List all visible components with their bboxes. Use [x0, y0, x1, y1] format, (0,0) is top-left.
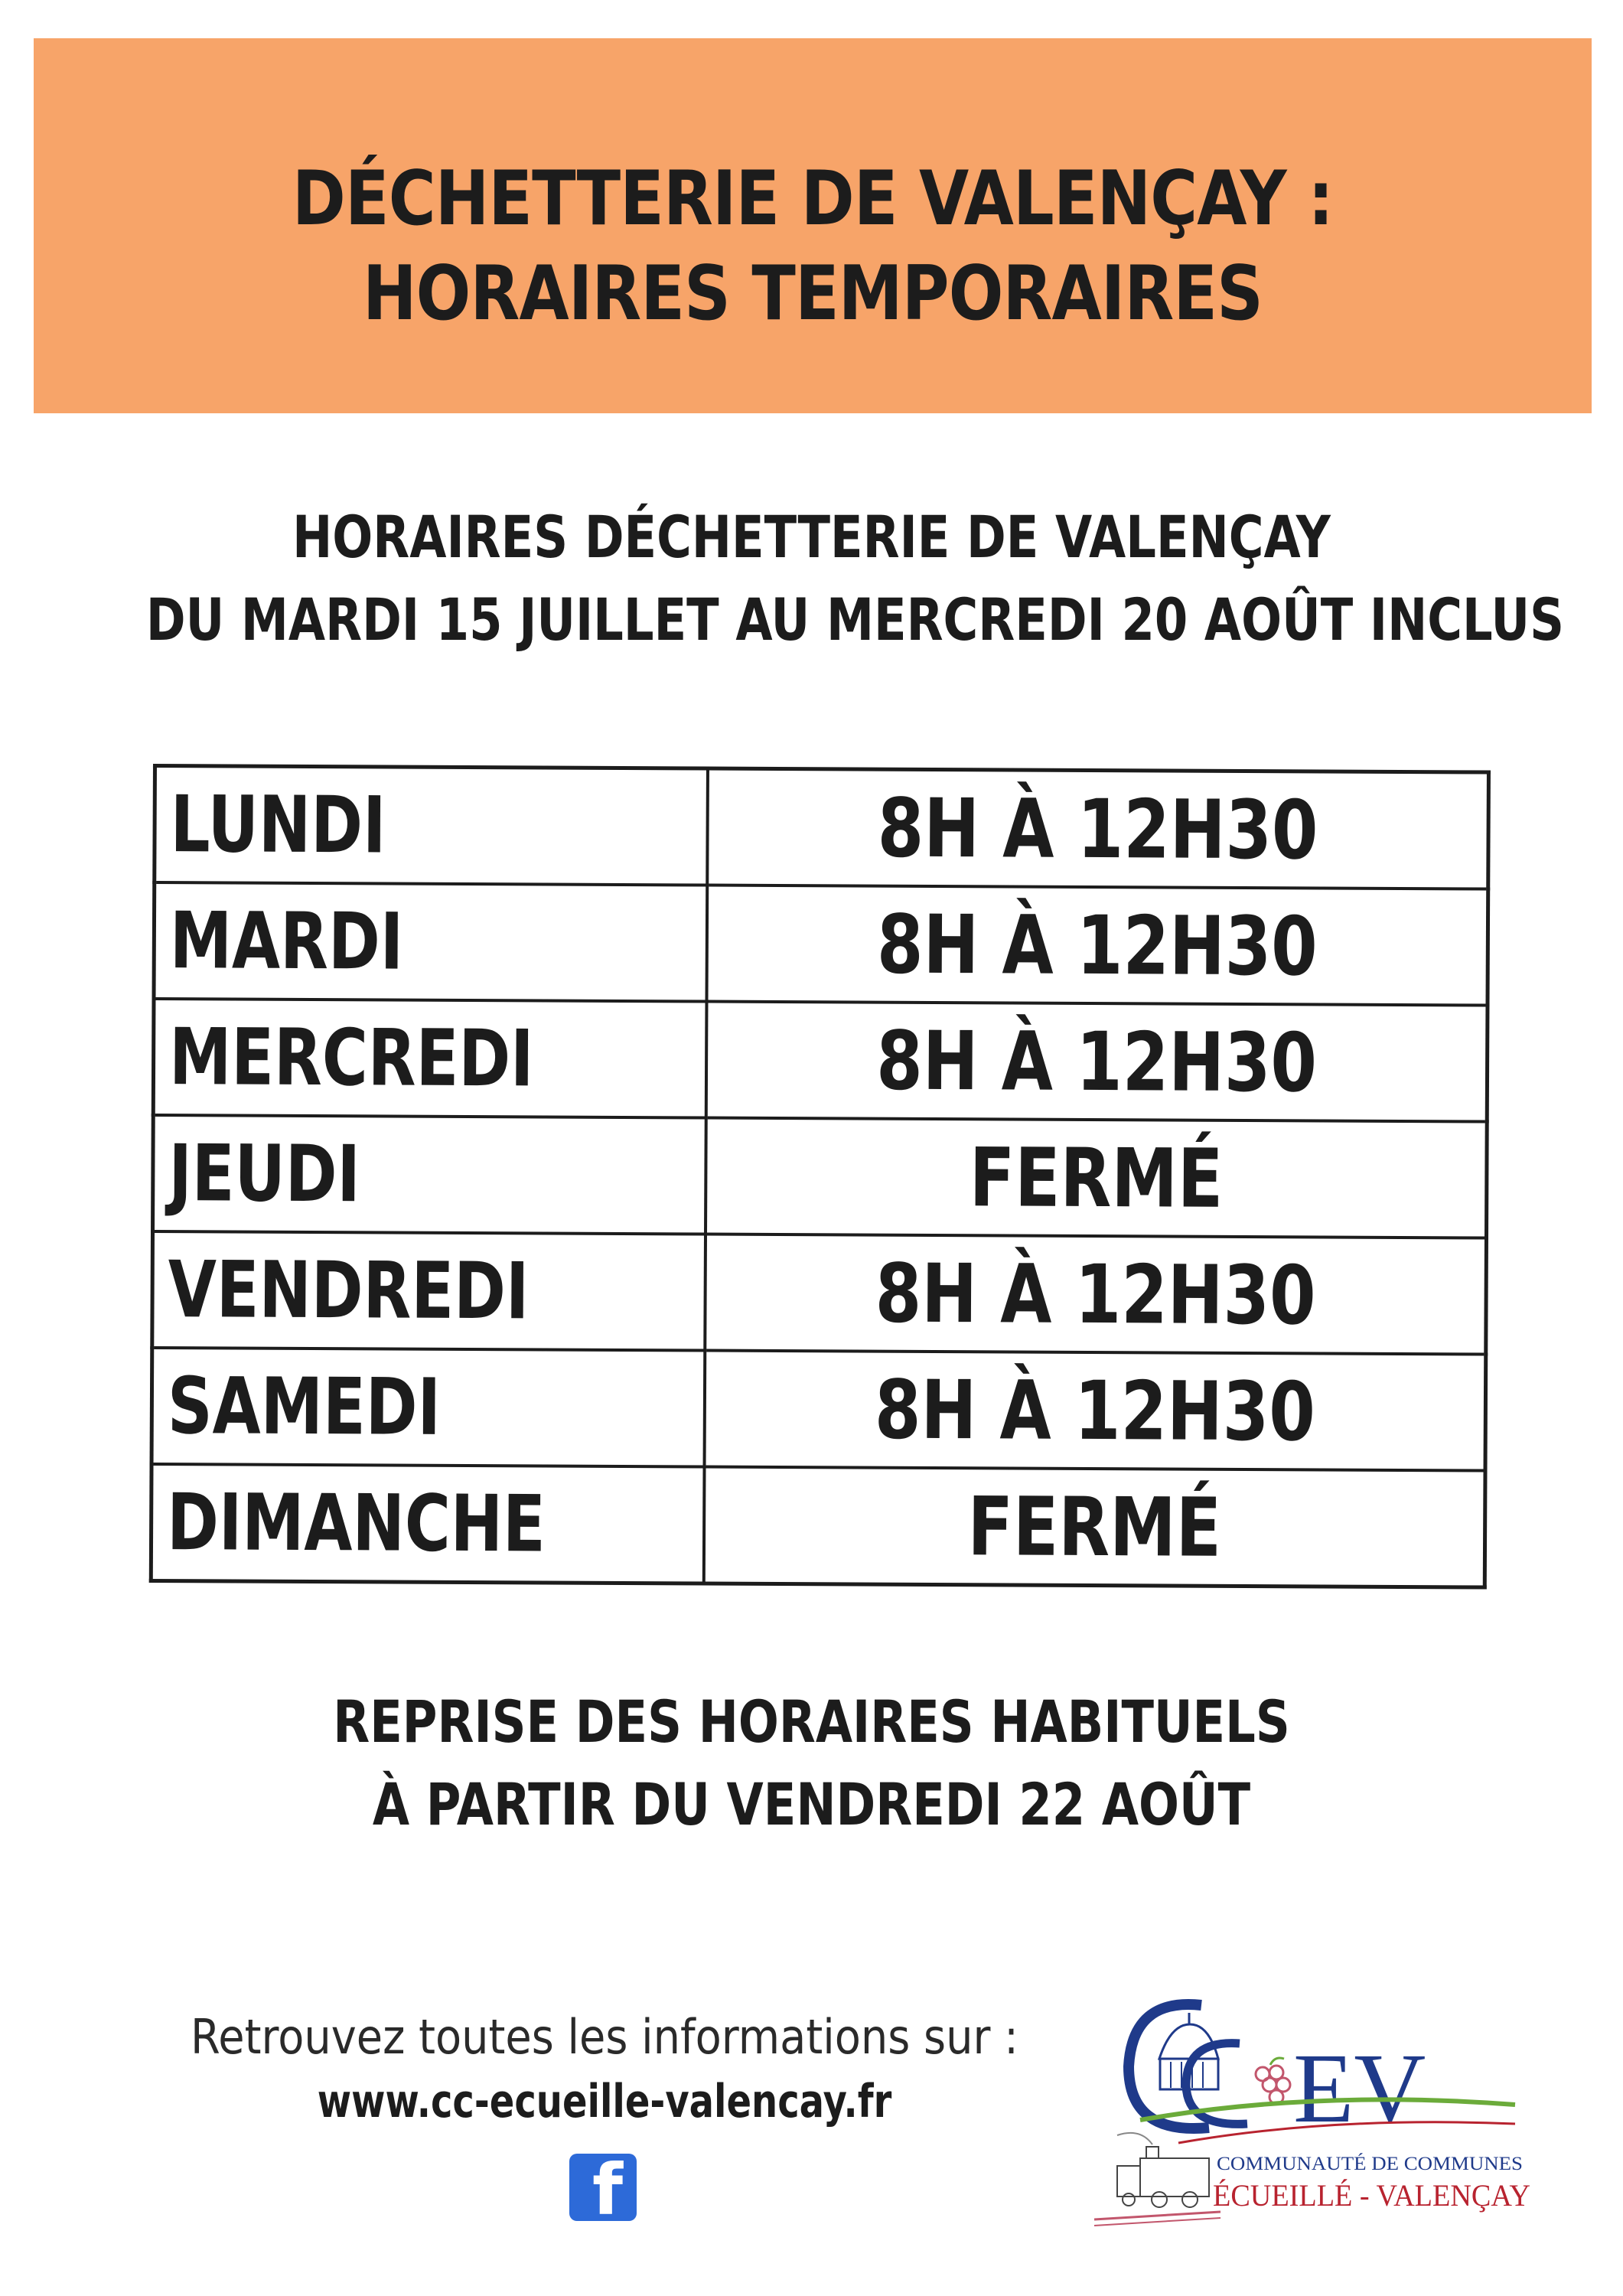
svg-text:EV: EV	[1293, 2033, 1426, 2144]
hours-cell	[706, 885, 1488, 1006]
day-label: VENDREDI	[168, 1244, 530, 1337]
resume-line-2: À PARTIR DU VENDREDI 22 AOÛT	[372, 1770, 1251, 1838]
grape-icon	[1256, 2058, 1290, 2104]
day-label: JEUDI	[168, 1127, 361, 1220]
table-row	[151, 1464, 1485, 1587]
hours-cell	[705, 1351, 1486, 1471]
day-label: MARDI	[169, 895, 404, 988]
hours-value: 8H À 12H30	[874, 1362, 1316, 1459]
title-line-1: DÉCHETTERIE DE VALENÇAY :	[292, 155, 1334, 243]
schedule-table	[149, 764, 1491, 1590]
date-range-heading	[0, 496, 1623, 661]
train-icon	[1094, 2133, 1221, 2226]
facebook-icon[interactable]	[569, 2154, 637, 2221]
day-label: LUNDI	[170, 778, 386, 871]
table-row	[153, 1115, 1488, 1238]
hours-value: 8H À 12H30	[876, 897, 1318, 993]
hours-value: 8H À 12H30	[875, 1013, 1318, 1110]
hours-cell	[706, 1002, 1488, 1122]
table-row	[152, 1348, 1486, 1471]
hours-cell	[706, 1118, 1487, 1238]
hours-cell	[705, 1234, 1486, 1355]
info-text: Retrouvez toutes les informations sur :	[191, 2009, 1018, 2065]
hours-cell	[704, 1467, 1485, 1587]
day-cell	[153, 1115, 706, 1234]
table-row	[154, 882, 1488, 1006]
table-row	[153, 999, 1488, 1122]
table-row	[155, 766, 1489, 889]
day-cell	[152, 1231, 706, 1351]
date-range-line-1: HORAIRES DÉCHETTERIE DE VALENÇAY	[292, 503, 1331, 571]
day-cell	[155, 766, 708, 885]
day-cell	[152, 1348, 705, 1467]
date-range-line-2: DU MARDI 15 JUILLET AU MERCREDI 20 AOÛT INCLUS	[145, 585, 1564, 654]
title-line-2: HORAIRES TEMPORAIRES	[363, 250, 1263, 338]
facebook-glyph: f	[592, 2154, 623, 2221]
hours-cell	[707, 768, 1488, 889]
day-label: SAMEDI	[167, 1360, 442, 1453]
logo-line-2: ÉCUEILLÉ - VALENÇAY	[1213, 2178, 1530, 2213]
hours-value: 8H À 12H30	[875, 1246, 1316, 1342]
title-banner	[34, 38, 1592, 413]
hours-value: FERMÉ	[969, 1130, 1224, 1226]
resume-notice	[0, 1681, 1623, 1846]
resume-line-1: REPRISE DES HORAIRES HABITUELS	[333, 1688, 1290, 1756]
day-cell	[154, 882, 707, 1002]
day-cell	[153, 999, 706, 1118]
day-label: MERCREDI	[168, 1011, 534, 1104]
hours-value: 8H À 12H30	[877, 781, 1318, 877]
table-row	[152, 1231, 1487, 1355]
day-cell	[151, 1464, 704, 1583]
hours-value: FERMÉ	[967, 1479, 1222, 1575]
day-label: DIMANCHE	[166, 1476, 546, 1570]
logo-line-1: COMMUNAUTÉ DE COMMUNES	[1217, 2154, 1502, 2174]
website-link[interactable]: www.cc-ecueille-valencay.fr	[317, 2075, 892, 2128]
footer-info	[77, 2005, 1133, 2134]
ccev-logo	[1087, 1982, 1546, 2235]
